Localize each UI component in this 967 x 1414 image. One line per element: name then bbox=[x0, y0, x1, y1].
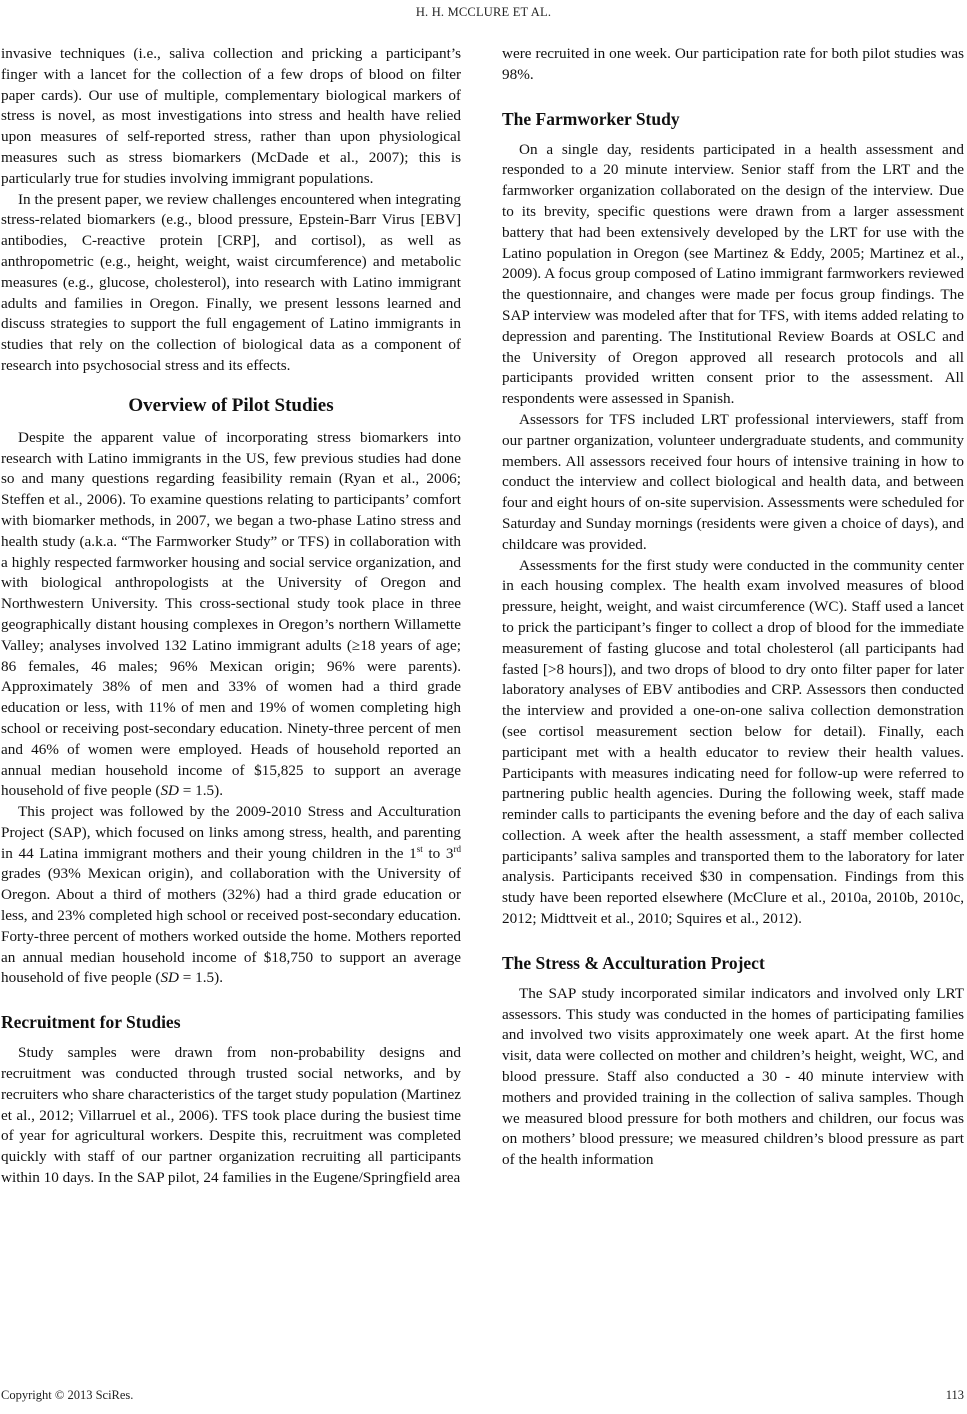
paragraph: Study samples were drawn from non-probability designs and recruitment was conducted through trusted social networks, and by recruiters who share characteristics of the target study population (Martinez et al., 2012; Villarruel et al., 2006). TFS took place during the busiest time of year for agricultural workers. Despite this, recruitment was completed quickly with staff of our partner organization recruiting all participants within 10 days. In the SAP pilot, 24 families in the Eugene/Springfield area bbox=[1, 1044, 461, 1187]
running-head: H. H. MCCLURE ET AL. bbox=[415, 5, 552, 19]
text-run: This project was followed by the 2009-2010 Stress and Acculturation Project (SAP), which focused on links among stress, health, and parenting in 44 Latina immigrant mothers and their young children in the 1 bbox=[1, 803, 461, 862]
section-heading-recruitment: Recruitment for Studies bbox=[1, 1012, 181, 1033]
left-column bbox=[1, 44, 461, 1189]
paragraph: were recruited in one week. Our participation rate for both pilot studies was 98%. bbox=[502, 45, 964, 83]
text-run: = 1.5). bbox=[179, 782, 223, 800]
section-heading-farmworker: The Farmworker Study bbox=[502, 108, 680, 129]
page-number: 113 bbox=[945, 1388, 964, 1402]
paragraph: invasive techniques (i.e., saliva collection and pricking a participant’s finger with a lancet for the collection of a few drops of blood on filter paper cards). Our use of multiple, complementary biological markers of stress is novel, as most investigations into stress and health have relied upon measures of self-reported stress, rather than upon physiological measures such as stress biomarkers (McDade et al., 2007); this is particularly true for studies involving immigrant populations. bbox=[1, 45, 461, 187]
paragraph bbox=[1, 802, 461, 989]
superscript: st bbox=[416, 843, 423, 854]
text-run: to 3 bbox=[422, 844, 454, 862]
section-heading-overview: Overview of Pilot Studies bbox=[128, 394, 334, 416]
text-run: Despite the apparent value of incorporating stress biomarkers into research with Latino immigrants in the US, few previous studies had done so and many questions regarding feasibility remain (Ryan et al., 2006; Steffen et al., 2006). To examine questions relating to participants’ comfort with biomarker methods, in 2007, we began a two-phase Latino stress and health study (a.k.a. “The Farmworker Study” or TFS) in collaboration with a highly respected farmworker housing and social service organization, and with biological anthropologists at the University of Oregon and Northwestern University. This cross-sectional study took place in three geographically distant housing complexes in Oregon’s northern Willamette Valley; analyses involved 132 Latino immigrant adults (≥18 years of age; 86 females, 46 males; 96% Mexican origin; 96% were parents). Approximately 38% of men and 33% of women had a third grade education or less, with 11% of men and 19% of women completing high school or receiving post-secondary education. Ninety-three percent of men and 46% of women were employed. Heads of household reported an annual median household income of $15,825 to support an average household of five people ( bbox=[1, 428, 461, 800]
paragraph: On a single day, residents participated in a health assessment and responded to a 20 minute interview. Senior staff from the LRT and the farmworker organization collaborated on the design of the interview. Due to its brevity, specific questions were drawn from a larger assessment battery that had been extensively developed by the LRT for use with the Latino population in Oregon (see Martinez & Eddy, 2005; Martinez et al., 2009). A focus group composed of Latino immigrant farmworkers reviewed the questionnaire, and changes were made per focus group findings. The SAP interview was modeled after that for TFS, with items added relating to depression and parenting. The Institutional Review Boards at OSLC and the University of Oregon approved all research protocols and all participants provided written consent prior to the assessment. All respondents were assessed in Spanish. bbox=[502, 140, 964, 408]
superscript: rd bbox=[453, 843, 461, 854]
text-run: = 1.5). bbox=[179, 969, 223, 987]
paragraph: In the present paper, we review challenges encountered when integrating stress-related biomarkers (e.g., blood pressure, Epstein-Barr Virus [EBV] antibodies, C-reactive protein [CRP], and cortisol), as well as anthropometric (e.g., height, weight, waist circumference) and metabolic measures (e.g., glucose, cholesterol), into research with Latino immigrant adults and families in Oregon. Finally, we present lessons learned and discuss strategies to support the full engagement of Latino immigrants in studies that rely on the collection of biological data as a component of research into psychosocial stress and its effects. bbox=[1, 190, 461, 374]
paragraph: Assessors for TFS included LRT professional interviewers, staff from our partner organization, volunteer undergraduate students, and community members. All assessors received four hours of intensive training in how to conduct the interview and collect biological and health data, and between four and eight hours of on-site supervision. Assessments were scheduled for Saturday and Sunday mornings (residents were given a choice of days), and childcare was provided. bbox=[502, 410, 964, 553]
paragraph: The SAP study incorporated similar indicators and involved only LRT assessors. This study was conducted in the homes of participating families and involved two visits approximately one week apart. At the first home visit, data were collected on mother and children’s height, weight, WC, and blood pressure. Staff also conducted a 30 - 40 minute interview with mothers and provided training in the collection of saliva samples. Though we measured blood pressure for both mothers and children, our focus was on mothers’ blood pressure; we measured children’s blood pressure as part of the health information bbox=[502, 984, 964, 1169]
italic-sd: SD bbox=[160, 782, 179, 800]
text-run: grades (93% Mexican origin), and collaboration with the University of Oregon. About a third of mothers (32%) had a third grade education or less, and 23% completed high school or received post-secondary education. Forty-three percent of mothers worked outside the home. Mothers reported an annual median household income of $18,750 to support an average household of five people ( bbox=[1, 865, 461, 987]
paragraph: Assessments for the first study were conducted in the community center in each housing complex. The health exam involved measures of blood pressure, height, weight, and waist circumference (WC). Staff used a lancet to prick the participant’s finger to collect a drop of blood for the immediate measurement of fasting glucose and total cholesterol (all participants had fasted [>8 hours]), and two drops of blood to dry onto filter paper for later laboratory analyses of EBV antibodies and CRP. Assessors then conducted the interview and provided a one-on-one saliva collection demonstration (see cortisol measurement section below for detail). Finally, each participant met with a health educator to review their health values. Participants with measures indicating need for follow-up were referred to partnering public health agencies. During the following week, staff made reminder calls to participants the evening before and the day of each saliva collection. A week after the health assessment, a staff member collected participants’ saliva samples and transported them to the laboratory for later analysis. Participants received $30 in compensation. Findings from this study have been reported elsewhere (McClure et al., 2010a, 2010b, 2010c, 2012; Midttveit et al., 2010; Squires et al., 2012). bbox=[502, 556, 964, 928]
italic-sd: SD bbox=[160, 969, 179, 987]
section-heading-sap: The Stress & Acculturation Project bbox=[502, 952, 765, 973]
copyright-notice: Copyright © 2013 SciRes. bbox=[1, 1388, 134, 1402]
right-column bbox=[502, 44, 964, 1171]
paragraph bbox=[1, 428, 461, 802]
